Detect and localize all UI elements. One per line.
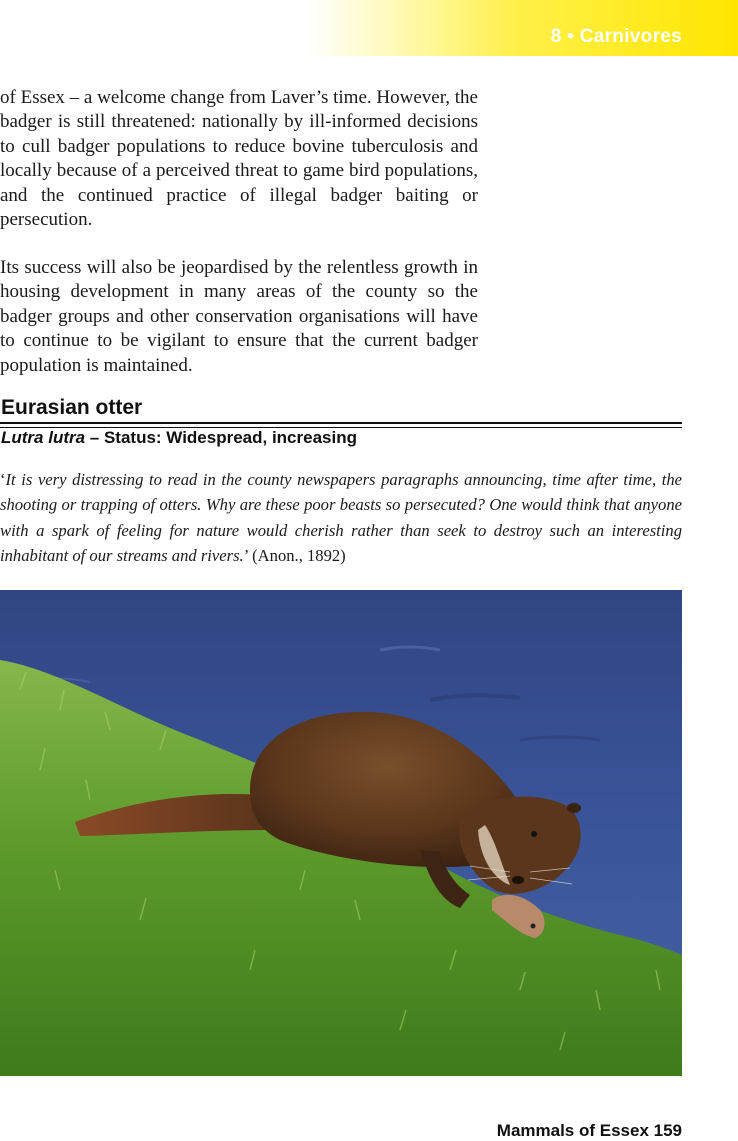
quote-text: It is very distressing to read in the county newspapers paragraphs announcing, time after time, the shooting or trapping of otters. Why are these poor beasts so persecuted? One would think that anyone with a spark of feeling for nature would cherish rather than seek to destroy such an interesting inhabitant of our streams and rivers.	[0, 470, 682, 566]
fish-eye	[531, 924, 536, 929]
quote-citation: (Anon., 1892)	[248, 546, 346, 566]
species-status-line	[1, 428, 357, 448]
latin-name: Lutra lutra	[1, 428, 86, 447]
quote-open-mark: ‘	[0, 470, 6, 489]
otter-nose	[512, 876, 524, 884]
page-footer: Mammals of Essex 159	[496, 1121, 682, 1140]
body-paragraph-2: Its success will also be jeopardised by the relentless growth in housing development in many areas of the county so the badger groups and other conservation organisations will have to continue to be vigilant to ensure that the current badger population is maintained.	[0, 257, 478, 376]
body-paragraph-1: of Essex – a welcome change from Laver’s time. However, the badger is still threatened: nationally by ill-informed decisions to cull badger populations to reduce bovine tuberculosis and locally because of a perceived threat to game bird populations, and the continued practice of illegal badger baiting or persecution.	[0, 87, 478, 231]
otter-ear	[567, 803, 581, 813]
chapter-label: 8 • Carnivores	[550, 26, 682, 47]
quote-close-mark: ’	[243, 546, 248, 566]
section-heading: Eurasian otter	[1, 396, 143, 419]
otter-eye	[531, 831, 537, 837]
otter-photo	[0, 590, 682, 1076]
status-text: – Status: Widespread, increasing	[85, 428, 357, 447]
historic-quote	[0, 467, 682, 569]
